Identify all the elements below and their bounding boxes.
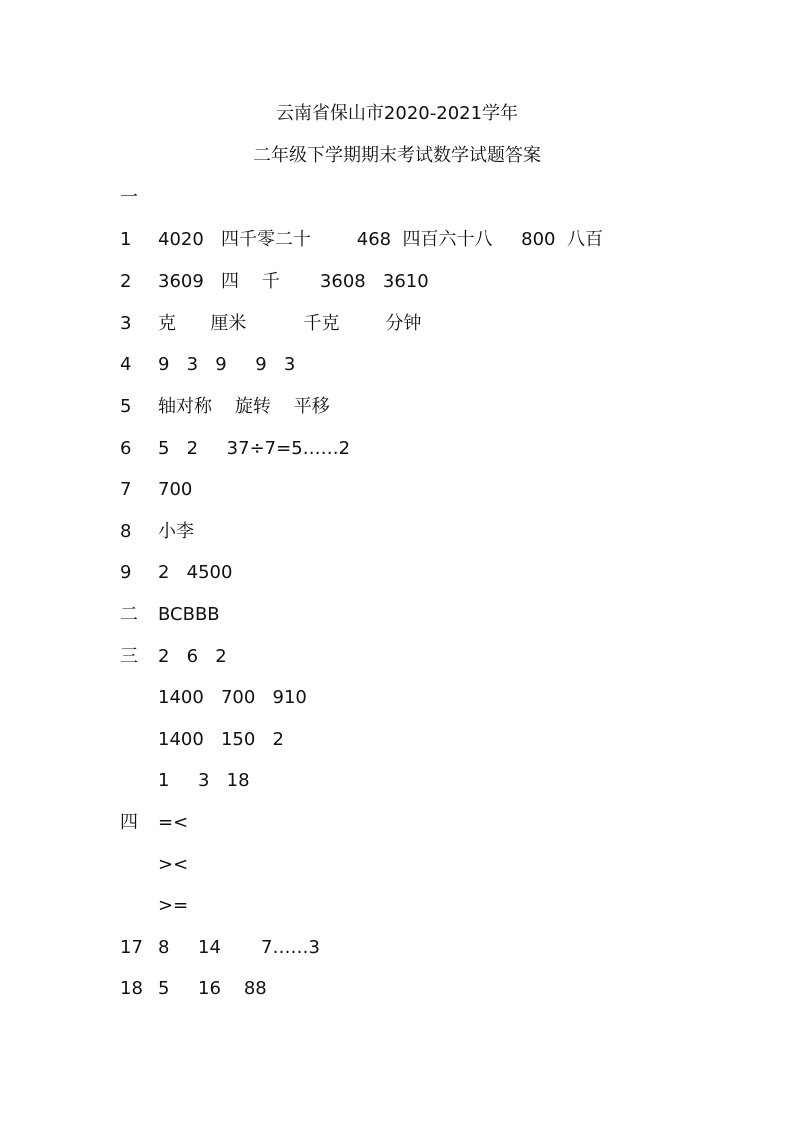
answer-text: 2 4500 [158,562,233,583]
question-number: 1 [120,229,132,250]
answer-row [120,645,227,669]
answer-text: 1400 150 2 [158,729,284,750]
answer-text: 2 6 2 [158,646,227,667]
question-number: 18 [120,978,143,999]
question-number: 3 [120,313,132,334]
answer-row [120,186,143,210]
answer-row [120,936,320,960]
answer-text: 1400 700 910 [158,687,307,708]
answer-text: 3609 四 千 3608 3610 [158,271,429,292]
question-number: 二 [120,604,138,625]
document-subtitle: 二年级下学期期末考试数学试题答案 [253,145,541,166]
answer-text: 5 16 88 [158,978,267,999]
answer-row [120,270,429,294]
answer-row [120,312,422,336]
answer-text: 700 [158,479,193,500]
answer-text: 轴对称 旋转 平移 [158,396,330,417]
question-number: 6 [120,438,132,459]
answer-row [120,228,603,252]
answer-text: 小李 [158,521,194,542]
question-number: 一 [120,187,138,208]
answer-text: 9 3 9 9 3 [158,354,296,375]
answer-row [120,561,233,585]
answer-row [120,395,330,419]
document-title: 云南省保山市2020-2021学年 [275,103,519,124]
question-number: 17 [120,937,143,958]
answer-text: BCBBB [158,604,220,625]
answer-text: >< [158,854,189,875]
answer-text: 克 厘米 千克 分钟 [158,313,422,334]
answer-text: >= [158,895,189,916]
answer-row [120,603,220,627]
answer-text: =< [158,812,189,833]
answer-row [120,894,189,918]
answer-row [120,853,189,877]
answer-row [120,769,250,793]
question-number: 8 [120,521,132,542]
answer-row [120,728,284,752]
answer-row [120,977,267,1001]
answer-row [120,353,296,377]
answer-text: 1 3 18 [158,770,250,791]
question-number: 5 [120,396,132,417]
question-number: 7 [120,479,132,500]
question-number: 四 [120,812,138,833]
answer-text: 8 14 7……3 [158,937,320,958]
answer-row [120,686,307,710]
question-number: 9 [120,562,132,583]
answer-row [120,520,194,544]
question-number: 2 [120,271,132,292]
answer-row [120,437,351,461]
question-number: 4 [120,354,132,375]
answer-text: 4020 四千零二十 468 四百六十八 800 八百 [158,229,603,250]
answer-row [120,811,189,835]
question-number: 三 [120,646,138,667]
answer-text: 5 2 37÷7=5……2 [158,438,351,459]
answer-row [120,478,193,502]
